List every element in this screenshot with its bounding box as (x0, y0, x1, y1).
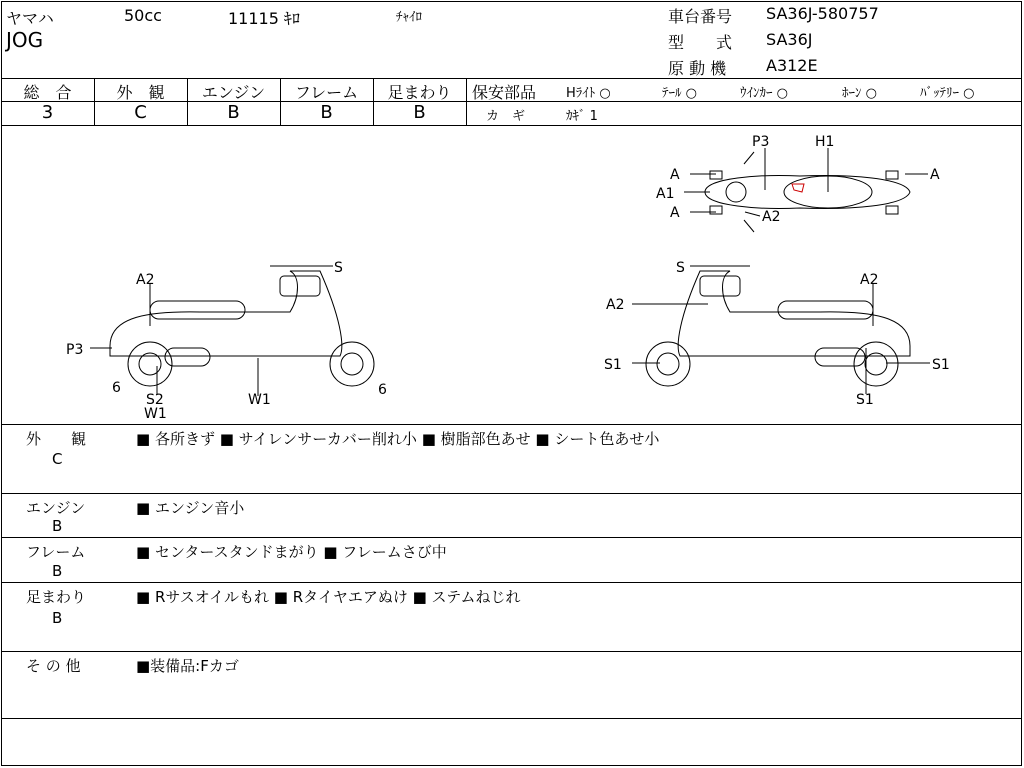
diag-top-a-1: A (670, 167, 680, 183)
detail-frame-grade: B (52, 562, 63, 580)
detail-suspension-text: ■ Rサスオイルもれ ■ Rタイヤエアぬけ ■ ステムねじれ (136, 588, 521, 606)
diag-left-p3: P3 (66, 342, 84, 358)
diag-top-a1: A1 (656, 186, 675, 202)
frame-no-label: 車台番号 (668, 7, 733, 26)
safety-label: 保安部品 (472, 83, 537, 102)
detail-frame-text: ■ センタースタンドまがり ■ フレームさび中 (136, 543, 447, 561)
diag-right-s: S (676, 260, 685, 276)
detail-other-label: そ の 他 (26, 657, 81, 675)
top-view-scooter (705, 152, 910, 232)
diag-left-w1b: W1 (248, 392, 271, 408)
type-label: 型 式 (668, 33, 733, 52)
diag-left-a2: A2 (136, 272, 155, 288)
maker: ヤマハ (6, 9, 54, 28)
type-value: SA36J (766, 30, 813, 49)
diag-right-s1c: S1 (856, 392, 874, 408)
grade-header-overall: 総 合 (23, 83, 72, 102)
diag-left-6b: 6 (378, 382, 387, 398)
diag-left-6a: 6 (112, 380, 121, 396)
safety-horn: ﾎｰﾝ ○ (842, 86, 877, 101)
detail-exterior-label: 外 観 (26, 430, 87, 448)
frame-no: SA36J-580757 (766, 4, 879, 23)
detail-engine-text: ■ エンジン音小 (136, 499, 245, 517)
detail-exterior-grade: C (52, 450, 63, 468)
diag-left-s2: S2 (146, 392, 164, 408)
key-value: ｶｷﾞ 1 (566, 109, 598, 124)
safety-headlight: Hﾗｲﾄ ○ (566, 86, 611, 101)
engine-label: 原 動 機 (668, 59, 727, 78)
diag-left-s: S (334, 260, 343, 276)
safety-battery: ﾊﾞｯﾃﾘｰ ○ (920, 86, 975, 101)
diag-top-a2: A2 (762, 209, 781, 225)
displacement: 50cc (124, 6, 162, 25)
detail-suspension-grade: B (52, 609, 63, 627)
detail-frame-label: フレーム (26, 543, 86, 561)
detail-engine-grade: B (52, 517, 63, 535)
grade-value-engine: B (227, 102, 240, 123)
grade-header-frame: フレーム (294, 83, 359, 102)
mileage: 11115 ｷﾛ (228, 9, 300, 28)
safety-winker: ｳｲﾝｶｰ ○ (740, 86, 788, 101)
detail-exterior-text: ■ 各所きず ■ サイレンサーカバー削れ小 ■ 樹脂部色あせ ■ シート色あせ小 (136, 430, 660, 448)
diag-right-a2a: A2 (606, 297, 625, 313)
grade-header-suspension: 足まわり (387, 83, 452, 102)
diag-top-a-2: A (670, 205, 680, 221)
diag-top-h1: H1 (815, 134, 835, 150)
safety-tail: ﾃｰﾙ ○ (662, 86, 697, 101)
diag-right-s1a: S1 (604, 357, 622, 373)
detail-engine-label: エンジン (26, 499, 86, 517)
engine-value: A312E (766, 56, 818, 75)
diag-left-w1a: W1 (144, 406, 167, 422)
diag-top-a-3: A (930, 167, 940, 183)
grade-value-suspension: B (413, 102, 426, 123)
diag-top-p3: P3 (752, 134, 770, 150)
detail-suspension-label: 足まわり (26, 588, 87, 606)
grade-value-exterior: C (134, 102, 147, 123)
grade-header-exterior: 外 観 (116, 83, 165, 102)
color: ﾁｬｲﾛ (396, 10, 422, 25)
grade-value-overall: 3 (41, 102, 54, 123)
diag-right-s1b: S1 (932, 357, 950, 373)
grade-value-frame: B (320, 102, 333, 123)
diag-right-a2b: A2 (860, 272, 879, 288)
key-label: カ ギ (486, 109, 526, 124)
model-name: JOG (6, 28, 44, 52)
grade-header-engine: エンジン (201, 83, 266, 102)
condition-diagram (0, 126, 1022, 424)
detail-other-text: ■装備品:Fカゴ (136, 657, 239, 675)
